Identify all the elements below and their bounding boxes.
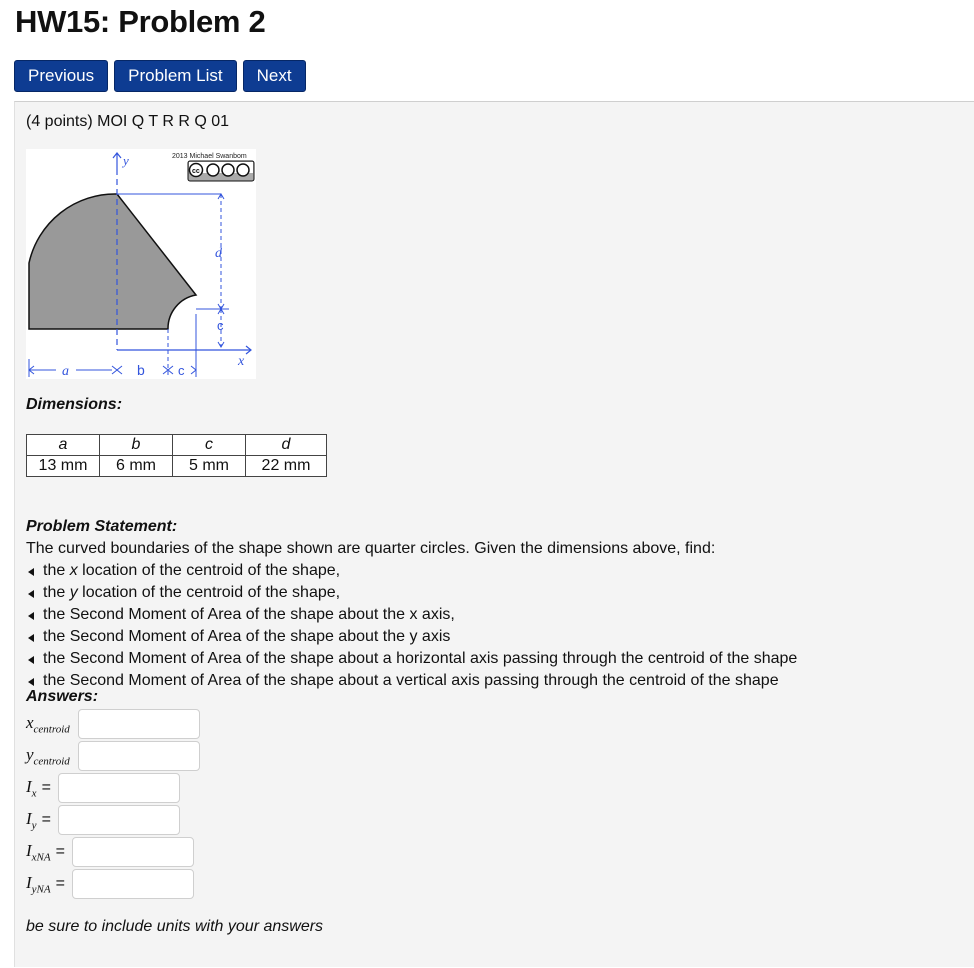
b-dimension-label: b — [137, 362, 145, 378]
y-centroid-input[interactable] — [78, 741, 200, 771]
problem-header: (4 points) MOI Q T R R Q 01 — [26, 113, 230, 130]
dim-value-c: 5 mm — [173, 456, 246, 477]
a-dimension-label: a — [62, 364, 69, 379]
ix-input[interactable] — [58, 773, 180, 803]
problem-statement — [26, 516, 966, 692]
answer-row-iyna — [26, 869, 194, 899]
dimensions-heading: Dimensions: — [26, 396, 123, 413]
next-button[interactable]: Next — [243, 60, 306, 92]
problem-list-button[interactable]: Problem List — [114, 60, 236, 92]
dim-header-d: d — [246, 435, 327, 456]
list-item: the x location of the centroid of the shape, — [26, 560, 966, 582]
problem-figure — [26, 149, 256, 379]
list-item: the Second Moment of Area of the shape about the x axis, — [26, 604, 966, 626]
units-note: be sure to include units with your answers — [26, 918, 324, 935]
answer-row-x-centroid — [26, 709, 200, 739]
d-dimension-label: d — [215, 246, 222, 261]
c-vertical-label: c — [217, 318, 224, 333]
dim-header-a: a — [27, 435, 100, 456]
cc-license-badge — [188, 161, 254, 181]
problem-panel — [14, 101, 974, 967]
ixna-input[interactable] — [72, 837, 194, 867]
svg-text:cc: cc — [192, 168, 200, 175]
previous-button[interactable]: Previous — [14, 60, 108, 92]
dim-value-b: 6 mm — [100, 456, 173, 477]
page-title: HW15: Problem 2 — [15, 4, 266, 39]
list-item: the Second Moment of Area of the shape about a vertical axis passing through the centroid of the shape — [26, 670, 966, 692]
list-item: the Second Moment of Area of the shape about a horizontal axis passing through the centroid of the shape — [26, 648, 966, 670]
figure-copyright: 2013 Michael Swanbom — [172, 153, 247, 160]
shape-region — [29, 194, 196, 329]
answer-row-y-centroid — [26, 741, 200, 771]
list-item: the y location of the centroid of the shape, — [26, 582, 966, 604]
iy-label: $I_y$ = — [26, 808, 51, 832]
dimensions-header-row — [27, 435, 327, 456]
x-centroid-input[interactable] — [78, 709, 200, 739]
answer-row-iy — [26, 805, 180, 835]
dim-value-a: 13 mm — [27, 456, 100, 477]
answer-row-ix — [26, 773, 180, 803]
dimensions-table — [26, 434, 327, 477]
dim-header-c: c — [173, 435, 246, 456]
dim-value-d: 22 mm — [246, 456, 327, 477]
x-centroid-label: $x_{centroid}$ — [26, 712, 70, 736]
list-item: the Second Moment of Area of the shape about the y axis — [26, 626, 966, 648]
statement-heading: Problem Statement: — [26, 518, 178, 535]
ix-label: $I_x$ = — [26, 776, 51, 800]
x-axis-label: x — [238, 354, 245, 369]
iyna-label: $I_{yNA}$ = — [26, 872, 65, 896]
iy-input[interactable] — [58, 805, 180, 835]
c-horizontal-label: c — [178, 363, 185, 378]
requirements-list — [26, 560, 966, 692]
dimensions-value-row — [27, 456, 327, 477]
y-axis-label: y — [123, 153, 129, 168]
y-centroid-label: $y_{centroid}$ — [26, 744, 70, 768]
statement-intro: The curved boundaries of the shape shown are quarter circles. Given the dimensions above, find: — [26, 540, 716, 557]
ixna-label: $I_{xNA}$ = — [26, 840, 65, 864]
iyna-input[interactable] — [72, 869, 194, 899]
problem-nav — [14, 60, 306, 92]
answers-heading: Answers: — [26, 688, 99, 705]
answer-row-ixna — [26, 837, 194, 867]
dim-header-b: b — [100, 435, 173, 456]
